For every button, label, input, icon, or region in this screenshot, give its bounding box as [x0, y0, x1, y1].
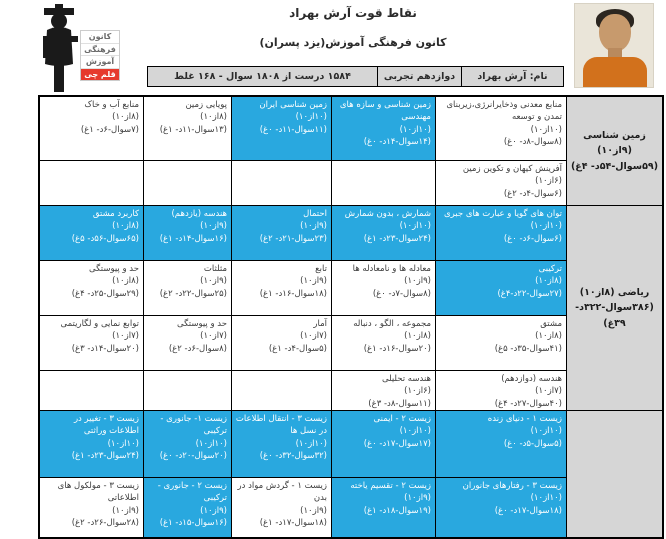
topic-cell [144, 261, 231, 315]
page-title: نقاط قوت آرش بهراد [289, 6, 417, 20]
topic-score: (۱۰از۱۰) [399, 124, 431, 135]
category-cell [567, 206, 662, 410]
topic-title: کاربرد مشتق [92, 209, 139, 219]
category-cell [567, 97, 662, 205]
topic-detail: (۲۷سوال-۲۲د-۴غ) [497, 288, 562, 299]
topic-title: زیست ۱ - گردش مواد در بدن [237, 481, 327, 504]
topic-cell [40, 261, 143, 315]
topic-detail: (۱۱سوال-۱۱د- ۰غ) [259, 124, 327, 135]
topic-score: (۹از۱۰) [404, 276, 431, 287]
empty-cell [232, 371, 331, 410]
empty-cell [144, 161, 231, 205]
topic-score: (۷از۱۰) [112, 331, 139, 342]
topic-cell [144, 316, 231, 370]
topic-title: زمین شناسی ایران [259, 100, 327, 110]
topic-cell [436, 161, 566, 205]
topic-title: شمارش ، بدون شمارش [344, 209, 431, 219]
topic-title: زیست ۳ - انتقال اطلاعات در نسل ها [235, 414, 327, 437]
category-detail: (۵۹سوال-۵۴د- ۴غ) [570, 160, 659, 172]
topic-score: (۹از۱۰) [300, 221, 327, 232]
category-label: زمین شناسی (۹از۱۰) [583, 130, 646, 157]
topic-cell [436, 261, 566, 315]
topic-title: ترکیبی [538, 264, 562, 274]
topic-title: مشتق [540, 319, 562, 329]
empty-cell [40, 371, 143, 410]
topic-title: آفرینش کیهان و تکوین زمین [462, 164, 562, 174]
topic-title: زیست ۳ - تغییر در اطلاعات وراثتی [73, 414, 139, 437]
topic-score: (۱۰از۱۰) [530, 124, 562, 135]
topic-detail: (۱۹سوال-۱۸د- ۱غ) [363, 505, 431, 516]
topic-score: (۸از۱۰) [112, 112, 139, 123]
topic-detail: (۳۲سوال-۳۲د- ۰غ) [259, 450, 327, 461]
topic-detail: (۱۷سوال-۱۷د- ۰غ) [363, 438, 431, 449]
student-name: نام: آرش بهراد [461, 66, 564, 87]
topic-detail: (۲۸سوال-۲۶د- ۲غ) [71, 517, 139, 528]
topic-score: (۱۰از۱۰) [530, 221, 562, 232]
topic-cell [40, 411, 143, 477]
logo-line-brand: قلم چی [81, 69, 119, 81]
topic-score: (۱۰از۱۰) [107, 438, 139, 449]
topic-detail: (۱۴سوال-۱۴د- ۰غ) [363, 136, 431, 147]
topic-title: مجموعه ، الگو ، دنباله [353, 319, 431, 329]
topic-cell [232, 261, 331, 315]
topic-score: (۹از۱۰) [300, 505, 327, 516]
topic-score: (۱۰از۱۰) [295, 112, 327, 123]
topics-grid [38, 95, 664, 539]
topic-title: منابع معدنی وذخایرانرژی،زیربنای تمدن و توسعه [446, 100, 562, 123]
topic-title: هندسه تحلیلی [381, 374, 431, 384]
topic-detail: (۴۰سوال-۲۷د- ۴غ) [494, 398, 562, 409]
topic-detail: (۴۱سوال-۳۵د- ۵غ) [494, 343, 562, 354]
topic-detail: (۸سوال-۷د- ۰غ) [372, 288, 431, 299]
logo-line-1: کانون [81, 31, 119, 44]
topic-title: توان های گویا و عبارت های جبری [443, 209, 562, 219]
topic-score: (۶از۱۰) [535, 176, 562, 187]
photo-face [599, 14, 631, 52]
topic-score: (۱۰از۱۰) [399, 221, 431, 232]
topic-score: (۱۰از۱۰) [530, 493, 562, 504]
topic-title: منابع آب و خاک [84, 100, 139, 110]
topic-detail: (۲۹سوال-۲۵د- ۴غ) [71, 288, 139, 299]
student-photo [574, 3, 654, 88]
topic-detail: (۲۰سوال-۱۴د- ۳غ) [71, 343, 139, 354]
empty-cell [232, 161, 331, 205]
student-grade: دوازدهم تجربی [377, 66, 461, 87]
topic-score: (۸از۱۰) [535, 276, 562, 287]
topic-cell [332, 478, 435, 537]
topic-cell [232, 206, 331, 260]
topic-detail: (۶سوال-۴د- ۲غ) [503, 188, 562, 199]
topic-cell [144, 206, 231, 260]
topic-cell [40, 316, 143, 370]
topic-cell [232, 97, 331, 160]
topic-detail: (۱۶سوال-۱۴د- ۱غ) [159, 233, 227, 244]
topic-detail: (۲۵سوال-۲۲د- ۲غ) [159, 288, 227, 299]
graduate-figure-icon [34, 2, 86, 94]
topic-cell [332, 206, 435, 260]
logo-line-3: آموزش [81, 56, 119, 69]
topic-score: (۷از۱۰) [300, 331, 327, 342]
topic-detail: (۱۸سوال-۱۷د- ۱غ) [259, 517, 327, 528]
topic-cell [144, 97, 231, 160]
topic-cell [436, 316, 566, 370]
topic-title: آمار [313, 319, 327, 329]
topic-title: زیست ۲ - تقسیم یاخته [350, 481, 431, 491]
page-subtitle: کانون فرهنگی آموزش(یزد پسران) [259, 36, 447, 49]
topic-title: حد و پیوستگی [88, 264, 139, 274]
photo-shirt [583, 57, 647, 88]
topic-score: (۹از۱۰) [200, 276, 227, 287]
topic-score: (۹از۱۰) [200, 221, 227, 232]
logo-signboard [80, 30, 120, 81]
topic-score: (۸از۱۰) [112, 276, 139, 287]
category-label: ریاضی (۸از۱۰) [579, 287, 650, 299]
topic-detail: (۸سوال-۶د- ۲غ) [168, 343, 227, 354]
logo-line-2: فرهنگی [81, 44, 119, 57]
topic-score: (۱۰از۱۰) [530, 426, 562, 437]
topic-cell [436, 206, 566, 260]
topic-detail: (۲۳سوال-۲۱د- ۲غ) [259, 233, 327, 244]
topic-score: (۷از۱۰) [535, 386, 562, 397]
topic-cell [144, 411, 231, 477]
topic-detail: (۱۸سوال-۱۷د- ۰غ) [494, 505, 562, 516]
topic-title: زیست ۱- جانوری - ترکیبی [160, 414, 227, 437]
topic-cell [40, 206, 143, 260]
topic-cell [332, 371, 435, 410]
title-block [150, 6, 556, 49]
topic-score: (۸از۱۰) [200, 112, 227, 123]
overall-stats: ۱۵۸۴ درست از ۱۸۰۸ سوال - ۱۶۸ غلط [147, 66, 377, 87]
empty-cell [40, 161, 143, 205]
topic-cell [232, 411, 331, 477]
topic-cell [332, 97, 435, 160]
topic-detail: (۲۰سوال-۲۰د- ۰غ) [159, 450, 227, 461]
topic-title: احتمال [303, 209, 327, 219]
topic-detail: (۷سوال-۶د- ۱غ) [80, 124, 139, 135]
topic-cell [332, 316, 435, 370]
topic-score: (۸از۱۰) [112, 221, 139, 232]
topic-cell [436, 97, 566, 160]
topic-cell [436, 478, 566, 537]
topic-cell [436, 411, 566, 477]
topic-score: (۱۰از۱۰) [399, 426, 431, 437]
empty-cell [332, 161, 435, 205]
category-cell [567, 411, 662, 537]
topic-cell [332, 261, 435, 315]
topic-title: هندسه (دوازدهم) [501, 374, 562, 384]
topic-detail: (۱۸سوال-۱۶د- ۱غ) [259, 288, 327, 299]
topic-cell [40, 97, 143, 160]
topic-title: پویایی زمین [185, 100, 227, 110]
topic-title: مثلثات [203, 264, 227, 274]
topic-score: (۱۰از۱۰) [295, 438, 327, 449]
topic-cell [144, 478, 231, 537]
topic-detail: (۲۴سوال-۲۳د- ۱غ) [71, 450, 139, 461]
topic-score: (۹از۱۰) [112, 505, 139, 516]
student-header-strip [147, 66, 564, 87]
topic-cell [40, 478, 143, 537]
topic-detail: (۵سوال-۴د- ۱غ) [268, 343, 327, 354]
topic-title: زیست ۳ - مولکول های اطلاعاتی [57, 481, 139, 504]
topic-score: (۸از۱۰) [404, 331, 431, 342]
topic-score: (۶از۱۰) [404, 386, 431, 397]
topic-detail: (۶سوال-۶د- ۰غ) [503, 233, 562, 244]
topic-detail: (۲۰سوال-۱۶د- ۱غ) [363, 343, 431, 354]
topic-title: حد و پیوستگی [176, 319, 227, 329]
topic-title: تابع [315, 264, 327, 274]
topic-score: (۷از۱۰) [200, 331, 227, 342]
topic-title: زیست ۳ - رفتارهای جانوران [462, 481, 562, 491]
topic-score: (۹از۱۰) [404, 493, 431, 504]
topic-detail: (۱۳سوال-۱۱د- ۱غ) [159, 124, 227, 135]
topic-title: زیست ۲ - ایمنی [373, 414, 431, 424]
topic-score: (۸از۱۰) [535, 331, 562, 342]
empty-cell [144, 371, 231, 410]
topic-title: معادله ها و نامعادله ها [352, 264, 431, 274]
topic-title: توابع نمایی و لگاریتمی [60, 319, 139, 329]
topic-detail: (۲۴سوال-۲۳د- ۱غ) [363, 233, 431, 244]
kanoon-logo [34, 2, 120, 94]
topic-cell [332, 411, 435, 477]
topic-cell [232, 478, 331, 537]
topic-title: زیست ۱ - دنیای زنده [487, 414, 562, 424]
topic-detail: (۸سوال-۸د- ۰غ) [503, 136, 562, 147]
topic-title: زمین شناسی و سازه های مهندسی [339, 100, 431, 123]
topic-score: (۹از۱۰) [300, 276, 327, 287]
topic-score: (۱۰از۱۰) [195, 438, 227, 449]
topic-cell [436, 371, 566, 410]
topic-title: هندسه (یازدهم) [171, 209, 227, 219]
topic-cell [232, 316, 331, 370]
topic-title: زیست ۲ - جانوری - ترکیبی [157, 481, 227, 504]
category-detail: (۳۸۶سوال-۳۲۲د- ۳۹غ) [575, 302, 654, 329]
topic-detail: (۶۵سوال-۵۶د- ۵غ) [71, 233, 139, 244]
topic-detail: (۵سوال-۵د- ۰غ) [503, 438, 562, 449]
topic-detail: (۱۶سوال-۱۵د- ۱غ) [159, 517, 227, 528]
topic-score: (۹از۱۰) [200, 505, 227, 516]
topic-detail: (۱۱سوال-۸د- ۳غ) [368, 398, 431, 409]
